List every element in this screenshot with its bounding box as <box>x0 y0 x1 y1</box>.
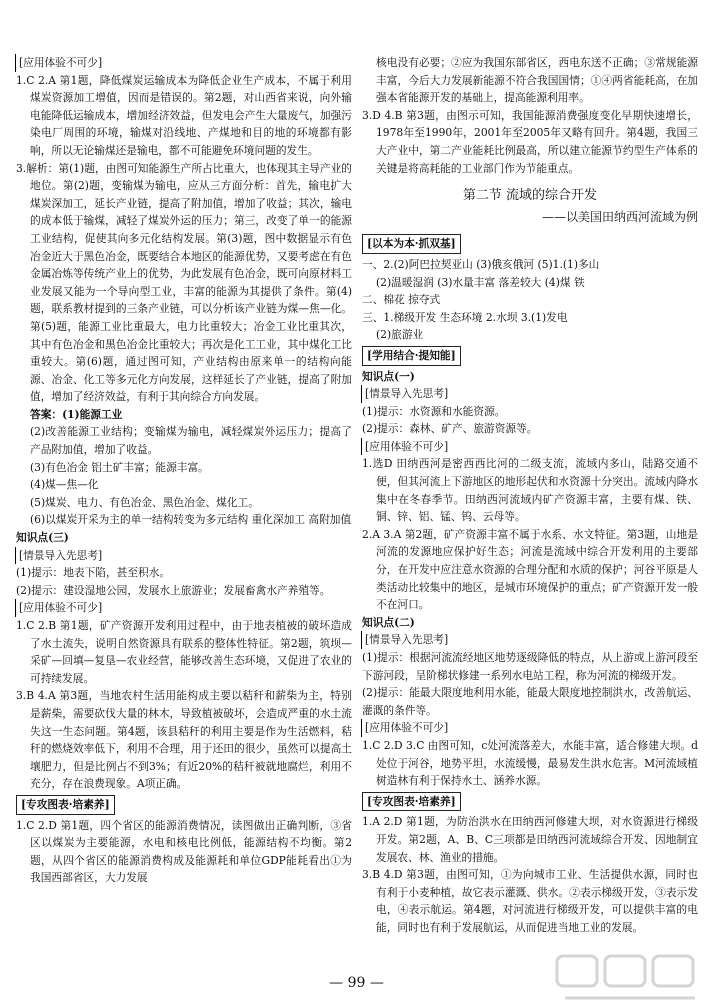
section-heading <box>362 438 698 456</box>
section-heading <box>362 232 698 256</box>
paragraph <box>362 274 698 292</box>
paragraph <box>16 582 352 600</box>
paragraph <box>362 256 698 274</box>
text: [情景导入先思考] <box>15 547 105 565</box>
text: (2)温暖湿润 (3)水量丰富 落差较大 (4)煤 铁 <box>376 275 585 289</box>
paragraph <box>362 54 698 107</box>
text: 3.D 4.B 第3题，由图示可知，我国能源消费强度变化早期快速增长，1978年至1990年，2001年至2005年又略有回升。第4题，我国三大产业中，第二产业能耗比例最高，所以建立能源节约型生产体系的关键是将高耗能的工业部门作为节能重点。 <box>362 108 698 175</box>
paragraph <box>362 420 698 438</box>
text: 第二节 流域的综合开发 <box>462 188 598 204</box>
text: [情景导入先思考] <box>361 631 451 649</box>
text: (2)提示：森林、矿产、旅游资源等。 <box>362 422 538 436</box>
paragraph <box>362 614 698 632</box>
section-heading <box>362 719 698 737</box>
paragraph <box>16 617 352 687</box>
text: (1)提示：根据河流流经地区地势逐级降低的特点，从上游或上游河段至下游河段，呈阶梯状修建一系列水电站工程，称为河流的梯级开发。 <box>362 651 698 682</box>
section-heading <box>16 547 352 565</box>
paragraph <box>16 687 352 793</box>
section-heading <box>362 790 698 814</box>
text: 三、1.梯级开发 生态环境 2.水坝 3.(1)发电 <box>362 310 568 324</box>
paragraph <box>362 684 698 719</box>
section-heading <box>362 631 698 649</box>
text: [应用体验不可少] <box>361 719 451 737</box>
text: 1.C 2.A 第1题，降低煤炭运输成本为降低企业生产成本，不属于利用煤炭资源加工增值，因而是错误的。第2题，对山西省来说，向外输电能降低运输成本，增加经济效益，但发电会产生大量废气，加强污染电厂周围的环境，输煤对沿线地、产煤地和目的地的环境都有影响，所以无论输煤还是输电，都不可能避免环境问题的发生。 <box>16 73 352 157</box>
text: [情景导入先思考] <box>361 385 451 403</box>
text: [应用体验不可少] <box>15 54 105 72</box>
text: (2)提示：建设湿地公园，发展水上旅游业；发展畜禽水产养殖等。 <box>16 583 331 597</box>
paragraph <box>362 649 698 684</box>
left-column <box>16 54 352 887</box>
paragraph <box>362 403 698 421</box>
text: 知识点(三) <box>16 531 69 545</box>
text: 答案：(1)能源工业 <box>30 407 123 421</box>
section-heading <box>16 54 352 72</box>
paragraph <box>16 476 352 494</box>
text: 知识点(一) <box>362 369 415 383</box>
paragraph <box>16 511 352 529</box>
paragraph <box>362 309 698 327</box>
text: (1)提示：水资源和水能资源。 <box>362 404 506 418</box>
text: (1)提示：地表下陷，甚至积水。 <box>16 566 171 580</box>
text: [应用体验不可少] <box>361 438 451 456</box>
text: 1.A 2.D 第1题，为防治洪水在田纳西河修建大坝，对水资源进行梯级开发。第2题，A、B、C三项都是田纳西河流域综合开发、因地制宜发展农、林、渔业的措施。 <box>362 815 698 864</box>
section-subtitle <box>362 209 698 227</box>
paragraph <box>16 817 352 887</box>
paragraph <box>362 368 698 386</box>
paragraph <box>16 459 352 477</box>
paragraph <box>16 529 352 547</box>
text: (3)有色冶金 铝土矿丰富；能源丰富。 <box>30 460 209 474</box>
text: 2.A 3.A 第2题，矿产资源丰富不属于水系、水文特征。第3题，山地是河流的发源地应保护好生态；河流是流域中综合开发利用的主要部分，在开发中应注意水资源的合理分配和水质的保护；河谷平原是人类活动比较集中的地区，是城市环境保护的重点；矿产资源开发一般不在河口。 <box>362 527 698 612</box>
text: 1.C 2.D 3.C 由图可知，c处河流落差大，水能丰富，适合修建大坝。d处位于河谷，地势平坦，水流缓慢，最易发生洪水危害。M河流域植树造林有利于保持水土、涵养水源。 <box>362 738 698 788</box>
page-number: — 99 — <box>329 975 384 991</box>
section-heading <box>16 599 352 617</box>
watermark-logo <box>555 952 705 1002</box>
text: 3.B 4.D 第3题，由图可知，①为向城市工业、生活提供水源，同时也有利于小麦种植，故它表示灌溉、供水。②表示梯级开发，③表示发电，④表示航运。第4题，对河流进行梯级开发，可以提供丰富的电能，同时也有利于发展航运，从而促进当地工业的发展。 <box>362 868 698 934</box>
paragraph <box>16 564 352 582</box>
paragraph <box>16 160 352 406</box>
text: [专攻图表·培素养] <box>362 792 461 812</box>
paragraph <box>362 526 698 614</box>
section-heading <box>362 344 698 368</box>
text: 3.解析：第(1)题，由图可知能源生产所占比重大，也体现其主导产业的地位。第(2)题，变输煤为输电，应从三方面分析：首先，输电扩大煤炭深加工，延长产业链，提高了附加值，增加了收益；其次，输电的成本低于输煤，减轻了煤炭外运的压力；第三，改变了单一的能源工业结构，促使其向多元化结构发展。第(3)题，图中数据显示有色冶金近大于黑色冶金，既要结合本地区的能源优势，又要考虑在有色金属冶炼等传统产业上的优势，为此发展有色冶金，既可向原材料工业发展又能为一个导向型工业，丰富的能源为其提供了条件。第(4)题，联系教材提到的三条产业链，可以分析该产业链为煤—焦—化。第(5)题，能源工业比重最大，电力比重较大；冶金工业比重其次，其中有色冶金和黑色冶金比重较大；再次是化工工业，其中煤化工比重较大。第(6)题，通过图可知，产业结构由原来单一的结构向能源、冶金、化工等多元化方向发展，这样延长了产业链，提高了附加值，增加了经济效益，有利于其向综合方向发展。 <box>16 161 352 404</box>
text: 一、2.(2)阿巴拉契亚山 (3)俄亥俄河 (5)1.(1)多山 <box>362 257 600 271</box>
text: 3.B 4.A 第3题，当地农村生活用能构成主要以秸秆和薪柴为主，特别是薪柴，需要砍伐大量的林木，导致植被破坏，会造成严重的水土流失这一生态问题。第4题，该县秸秆的利用主要是作为生活燃料，秸秆的燃烧效率低下，利用不合理，用于还田的很少，虽然可以提高土壤肥力，但是比例占不到3%；有近20%的秸秆被就地腐烂，利用不充分，存在浪费现象。A项正确。 <box>16 689 352 791</box>
paragraph <box>16 494 352 512</box>
text: 二、棉花 掠夺式 <box>362 293 441 307</box>
paragraph <box>16 72 352 160</box>
section-heading <box>362 385 698 403</box>
paragraph <box>362 326 698 344</box>
text: 1.选D 田纳西河是密西西比河的二级支流，流域内多山，陆路交通不便，但其河流上下游地区的地形起伏和水资源十分突出。流域内降水集中在冬春季节。田纳西河流域内矿产资源丰富，主要有煤、铁、铜、锌、铝、锰、钨、云母等。 <box>362 457 698 524</box>
paragraph <box>16 423 352 458</box>
text: [应用体验不可少] <box>15 599 105 617</box>
right-column <box>362 54 698 937</box>
text: (4)煤—焦—化 <box>30 478 99 492</box>
paragraph <box>362 737 698 790</box>
text: [以本为本·抓双基] <box>362 234 461 254</box>
text: 1.C 2.B 第1题，矿产资源开发利用过程中，由于地表植被的破坏造成了水土流失，说明自然资源具有联系的整体性特征。第2题，筑坝—采矿—回填—复垦—农业经营，能够改善生态环境，又促进了农业的可持续发展。 <box>16 619 352 685</box>
paragraph <box>362 107 698 177</box>
paragraph <box>362 866 698 936</box>
section-heading <box>16 793 352 817</box>
paragraph <box>16 406 352 424</box>
text: 1.C 2.D 第1题，四个省区的能源消费情况，读图做出正确判断，③省区以煤炭为主要能源，水电和核电比例低，能源结构不均衡。第2题，从四个省区的能源消费构成及能源耗和单位GDP能耗看出①为我国西部省区，大力发展 <box>16 818 352 885</box>
text: (6)以煤炭开采为主的单一结构转变为多元结构 重化深加工 高附加值 <box>30 513 352 527</box>
text: (2)改善能源工业结构；变输煤为输电，减轻煤炭外运压力；提高了产品附加值，增加了收益。 <box>30 425 352 457</box>
paragraph <box>362 291 698 309</box>
text: (2)旅游业 <box>376 328 424 342</box>
text: [专攻图表·培素养] <box>16 795 115 815</box>
section-title <box>362 187 698 205</box>
paragraph <box>362 455 698 525</box>
text: [学用结合·提知能] <box>362 346 461 366</box>
paragraph <box>362 813 698 866</box>
text: (2)提示：能最大限度地利用水能，能最大限度地控制洪水，改善航运、灌溉的条件等。 <box>362 686 698 717</box>
text: 知识点(二) <box>362 615 415 629</box>
text: (5)煤炭、电力、有色冶金、黑色冶金、煤化工。 <box>30 495 259 509</box>
text: 核电没有必要；②应为我国东部省区，西电东送不正确；③常规能源丰富，今后大力发展新能源不符合我国国情；①④两省能耗高，在加强本省能源开发的基础上，提高能源利用率。 <box>376 56 698 105</box>
text: ——以美国田纳西河流域为例 <box>541 209 698 224</box>
